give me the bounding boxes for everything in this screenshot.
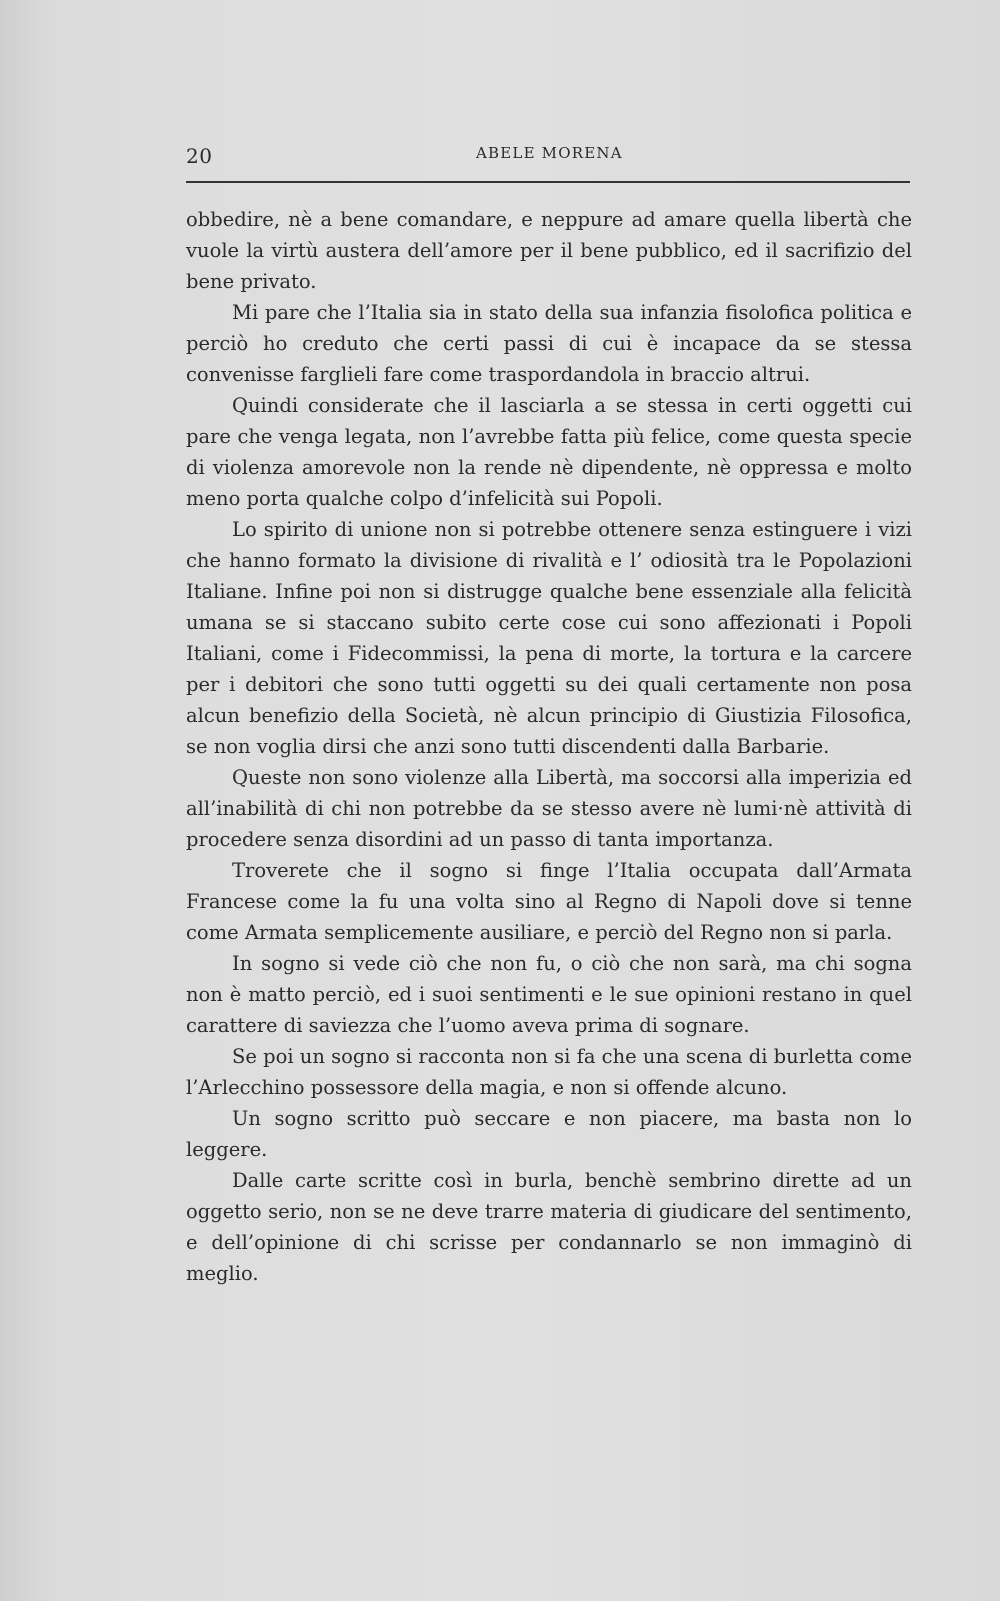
paragraph: Lo spirito di unione non si potrebbe ottenere senza estinguere i vizi che hanno formato la divisione di rivalità e l’ odiosità tra le Popolazioni Italiane. Infine poi non si distrugge qualche bene essenziale alla felicità umana se si staccano subito certe cose cui sono affezionati i Popoli Italiani, come i Fidecommissi, la pena di morte, la tortura e la carcere per i debitori che sono tutti oggetti su dei quali certamente non posa alcun benefizio della Società, nè alcun principio di Giustizia Filosofica, se non voglia dirsi che anzi sono tutti discendenti dalla Barbarie. — [186, 518, 912, 758]
page-number: 20 — [186, 144, 213, 168]
running-head: ABELE MORENA — [476, 144, 623, 162]
paragraph: Se poi un sogno si racconta non si fa che una scena di burletta come l’Arlecchino possessore della magia, e non si offende alcuno. — [186, 1045, 912, 1099]
paragraph: Mi pare che l’Italia sia in stato della sua infanzia fisolofica politica e perciò ho creduto che certi passi di cui è incapace da se stessa convenisse farglieli fare come traspordandola in braccio altrui. — [186, 301, 912, 386]
paragraph: Troverete che il sogno si finge l’Italia occupata dall’Armata Francese come la fu una volta sino al Regno di Napoli dove si tenne come Armata semplicemente ausiliare, e perciò del Regno non si parla. — [186, 859, 912, 944]
body-text — [186, 204, 912, 1289]
paragraph: Dalle carte scritte così in burla, benchè sembrino dirette ad un oggetto serio, non se ne deve trarre materia di giudicare del sentimento, e dell’opinione di chi scrisse per condannarlo se non immaginò di meglio. — [186, 1169, 912, 1285]
paragraph: In sogno si vede ciò che non fu, o ciò che non sarà, ma chi sogna non è matto perciò, ed i suoi sentimenti e le sue opinioni restano in quel carattere di saviezza che l’uomo aveva prima di sognare. — [186, 952, 912, 1037]
paragraph: Queste non sono violenze alla Libertà, ma soccorsi alla imperizia ed all’inabilità di chi non potrebbe da se stesso avere nè lumi·nè attività di procedere senza disordini ad un passo di tanta importanza. — [186, 766, 912, 851]
paragraph: Un sogno scritto può seccare e non piacere, ma basta non lo leggere. — [186, 1107, 912, 1161]
header-rule — [186, 181, 910, 183]
paragraph: obbedire, nè a bene comandare, e neppure ad amare quella libertà che vuole la virtù austera dell’amore per il bene pubblico, ed il sacrifizio del bene privato. — [186, 208, 912, 293]
paragraph: Quindi considerate che il lasciarla a se stessa in certi oggetti cui pare che venga legata, non l’avrebbe fatta più felice, come questa specie di violenza amorevole non la rende nè dipendente, nè oppressa e molto meno porta qualche colpo d’infelicità sui Popoli. — [186, 394, 912, 510]
page-header — [186, 140, 910, 176]
